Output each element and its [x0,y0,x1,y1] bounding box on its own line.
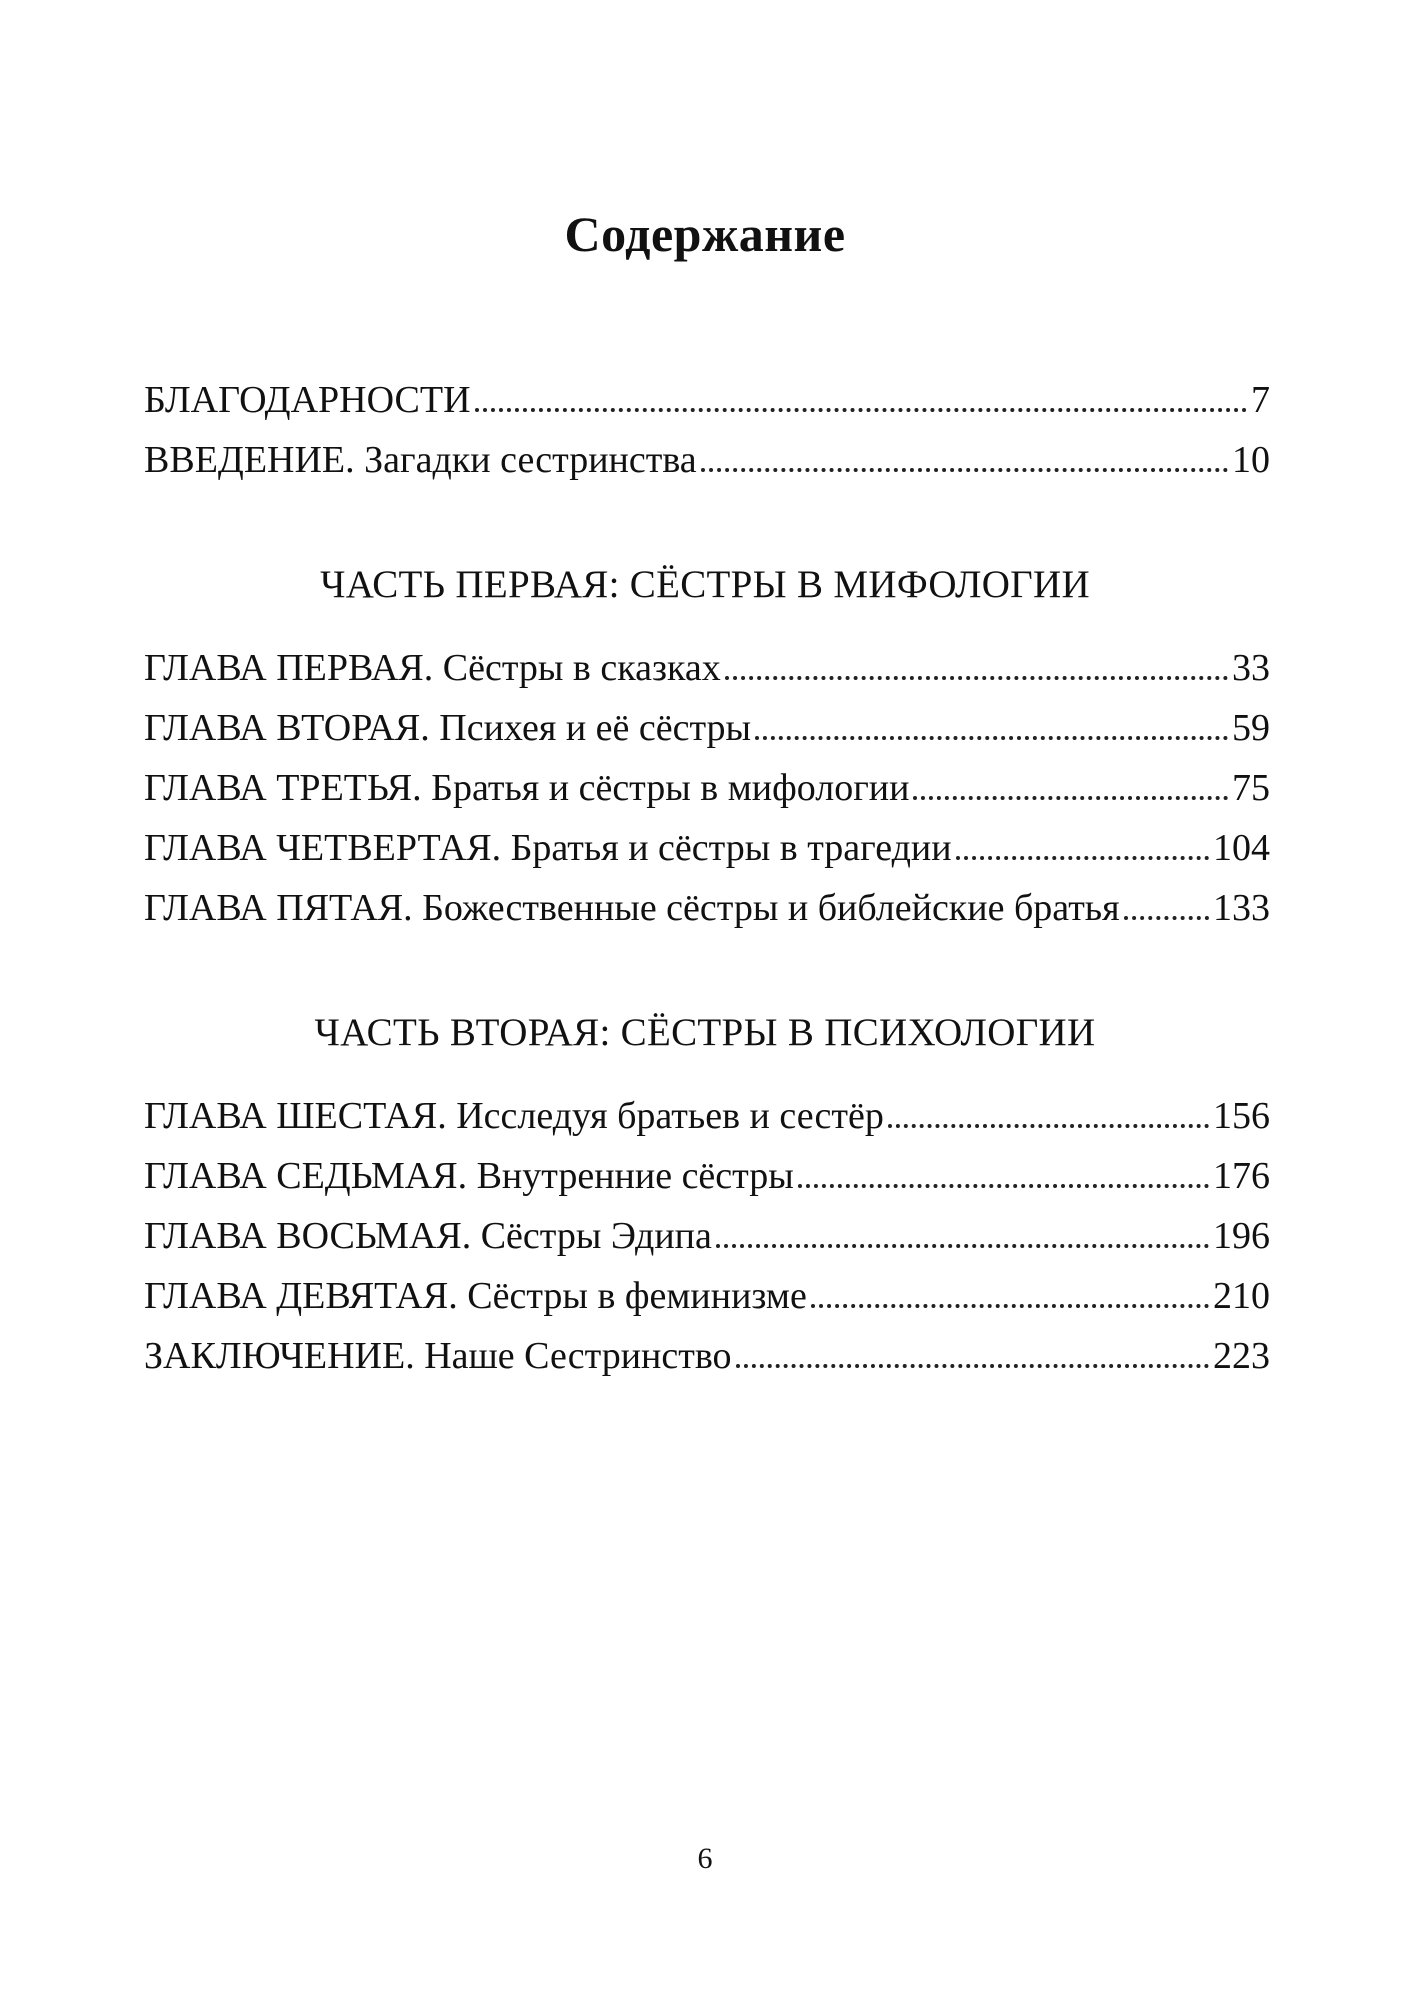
toc-entry-label: ГЛАВА ШЕСТАЯ. Исследуя братьев и сестёр [144,1095,884,1137]
toc-entry-page: 59 [1232,707,1270,749]
toc-entry-label: ГЛАВА ТРЕТЬЯ. Братья и сёстры в мифологии [144,767,910,809]
toc-entry-page: 10 [1232,439,1270,481]
toc-entry-label: ГЛАВА ЧЕТВЕРТАЯ. Братья и сёстры в трагедии [144,827,952,869]
toc-intro [144,370,1270,490]
toc-entry[interactable] [144,818,1270,878]
toc-part2 [144,1086,1270,1386]
toc-entry[interactable] [144,370,1270,430]
toc-entry-label: ЗАКЛЮЧЕНИЕ. Наше Сестринство [144,1335,732,1377]
toc-entry[interactable] [144,698,1270,758]
toc-entry[interactable] [144,758,1270,818]
toc-entry[interactable] [144,1206,1270,1266]
dot-leader [755,735,1228,740]
toc-part1 [144,638,1270,938]
toc-entry[interactable] [144,878,1270,938]
dot-leader [716,1243,1209,1248]
dot-leader [798,1183,1209,1188]
toc-entry-page: 176 [1213,1155,1270,1197]
dot-leader [888,1123,1209,1128]
toc-entry-page: 196 [1213,1215,1270,1257]
toc-entry-page: 133 [1213,887,1270,929]
toc-entry-page: 33 [1232,647,1270,689]
toc-entry-label: ГЛАВА СЕДЬМАЯ. Внутренние сёстры [144,1155,794,1197]
toc-entry-page: 75 [1232,767,1270,809]
dot-leader [736,1363,1209,1368]
toc-entry[interactable] [144,1086,1270,1146]
part-heading: ЧАСТЬ ВТОРАЯ: СЁСТРЫ В ПСИХОЛОГИИ [314,1011,1096,1054]
toc-entry-page: 223 [1213,1335,1270,1377]
toc-entry-label: БЛАГОДАРНОСТИ [144,379,471,421]
dot-leader [913,795,1228,800]
toc-entry[interactable] [144,638,1270,698]
toc-entry-page: 7 [1251,379,1270,421]
dot-leader [701,467,1228,472]
toc-entry-label: ГЛАВА ДЕВЯТАЯ. Сёстры в феминизме [144,1275,807,1317]
dot-leader [811,1303,1209,1308]
toc-entry-label: ГЛАВА ВОСЬМАЯ. Сёстры Эдипа [144,1215,712,1257]
toc-entry[interactable] [144,430,1270,490]
toc-entry-label: ГЛАВА ПЯТАЯ. Божественные сёстры и библейские братья [144,887,1120,929]
toc-entry-label: ВВЕДЕНИЕ. Загадки сестринства [144,439,697,481]
page-title: Содержание [564,206,846,262]
dot-leader [956,855,1209,860]
page-number: 6 [697,1842,713,1875]
toc-entry[interactable] [144,1326,1270,1386]
toc-entry-label: ГЛАВА ВТОРАЯ. Психея и её сёстры [144,707,752,749]
dot-leader [725,675,1228,680]
dot-leader [475,407,1247,412]
toc-entry-page: 104 [1213,827,1270,869]
part-heading: ЧАСТЬ ПЕРВАЯ: СЁСТРЫ В МИФОЛОГИИ [320,563,1090,606]
toc-entry-page: 156 [1213,1095,1270,1137]
toc-entry-page: 210 [1213,1275,1270,1317]
toc-entry-label: ГЛАВА ПЕРВАЯ. Сёстры в сказках [144,647,721,689]
dot-leader [1124,915,1209,920]
toc-entry[interactable] [144,1146,1270,1206]
toc-entry[interactable] [144,1266,1270,1326]
